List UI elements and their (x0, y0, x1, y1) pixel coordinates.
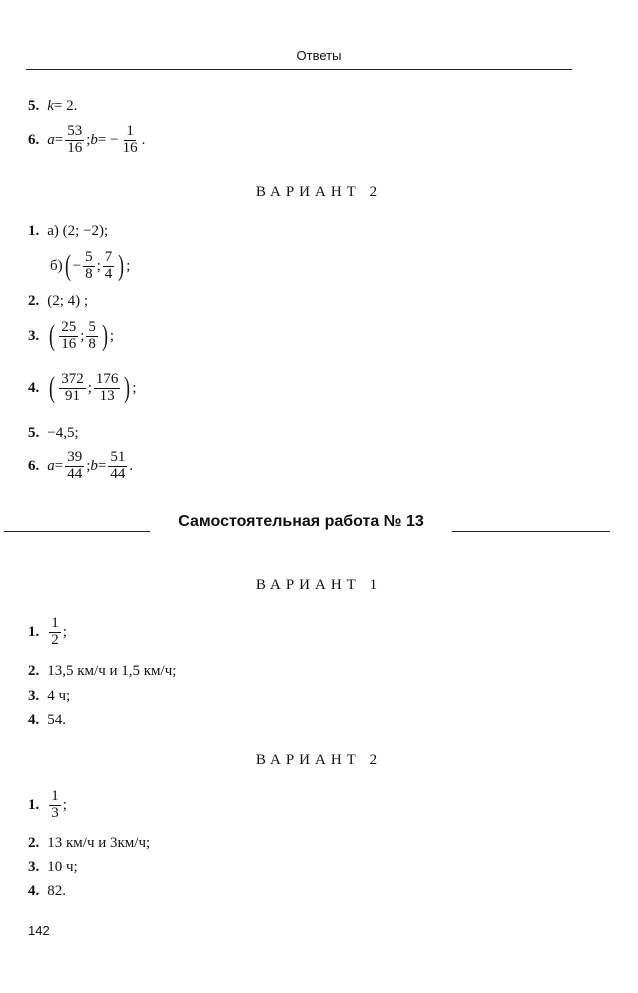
fraction-1 (59, 372, 86, 405)
answer-text: 10 ч; (47, 859, 78, 875)
subitem-prefix: б) (50, 257, 63, 274)
numerator: 1 (51, 615, 59, 631)
answer-text: −4,5; (47, 425, 79, 441)
item-number: 1. (28, 223, 40, 239)
separator: ; (80, 327, 85, 344)
right-paren: ) (118, 249, 125, 283)
item-number: 6. (28, 457, 40, 474)
separator: ; (96, 257, 101, 274)
answer-item-4 (28, 883, 66, 900)
item-number: 2. (28, 835, 40, 851)
variant-heading: ВАРИАНТ 2 (255, 752, 383, 768)
fraction (49, 616, 61, 649)
right-paren: ) (101, 319, 108, 353)
answer-text: (2; 4) ; (47, 293, 89, 309)
equals: = (54, 131, 64, 148)
end-mark: ; (62, 796, 67, 813)
section-heading (0, 512, 638, 538)
variant-heading: ВАРИАНТ 1 (255, 577, 383, 593)
item-number: 5. (28, 425, 40, 441)
variable: k (47, 98, 54, 114)
answer-item-2 (28, 835, 150, 852)
answer-text: 82. (47, 883, 66, 899)
denominator: 91 (65, 387, 80, 404)
fraction-1 (83, 250, 95, 283)
numerator: 5 (85, 249, 93, 265)
variable-a: a (47, 131, 55, 148)
left-paren: ( (49, 319, 56, 353)
fraction-a (65, 124, 84, 157)
denominator: 13 (99, 387, 115, 404)
item-number: 2. (28, 293, 40, 309)
variant-heading: ВАРИАНТ 2 (255, 184, 383, 200)
separator: ; (86, 457, 91, 474)
page-number: 142 (28, 923, 50, 938)
numerator: 5 (88, 319, 96, 335)
answer-text: 54. (47, 712, 66, 728)
left-paren: ( (49, 371, 56, 405)
end-mark: ; (132, 379, 137, 396)
item-number: 1. (28, 623, 40, 640)
item-number: 3. (28, 688, 40, 704)
denominator: 8 (88, 335, 96, 352)
answer-text: 13 км/ч и 3км/ч; (47, 835, 151, 851)
fraction-1 (59, 320, 78, 353)
denominator: 16 (67, 139, 83, 156)
fraction-2 (86, 320, 98, 353)
item-number: 3. (28, 859, 40, 875)
answer-text: 4 ч; (47, 688, 71, 704)
end-mark: ; (126, 257, 131, 274)
item-number: 5. (28, 98, 40, 114)
end-mark: . (141, 131, 146, 148)
denominator: 44 (67, 465, 83, 482)
fraction-b (121, 124, 140, 157)
fraction-a (65, 450, 84, 483)
value: = 2. (53, 98, 78, 114)
answer-item-1 (28, 789, 67, 822)
item-number: 2. (28, 663, 40, 679)
denominator: 3 (51, 804, 59, 821)
numerator: 176 (95, 371, 119, 387)
answer-item-2 (28, 293, 88, 310)
variable-a: a (47, 457, 55, 474)
fraction-2 (94, 372, 121, 405)
item-number: 4. (28, 379, 40, 396)
end-mark: . (129, 457, 134, 474)
minus-sign: − (72, 257, 82, 274)
header-rule (26, 69, 572, 70)
answer-item-6 (28, 450, 133, 483)
item-number: 1. (28, 796, 40, 813)
denominator: 16 (122, 139, 138, 156)
answer-item-4 (28, 372, 137, 405)
answer-text: 13,5 км/ч и 1,5 км/ч; (47, 663, 177, 679)
right-paren: ) (124, 371, 131, 405)
answer-item-4 (28, 712, 66, 729)
numerator: 53 (67, 123, 83, 139)
answer-item-5 (28, 425, 79, 442)
numerator: 1 (51, 788, 59, 804)
denominator: 8 (85, 265, 93, 282)
fraction-b (108, 450, 127, 483)
equals: = (97, 457, 107, 474)
denominator: 2 (51, 631, 59, 648)
numerator: 372 (61, 371, 84, 387)
section-rule-right (452, 531, 610, 532)
end-mark: ; (62, 623, 67, 640)
answer-item-6 (28, 124, 145, 157)
answer-item-5 (28, 98, 77, 115)
numerator: 39 (67, 449, 83, 465)
answer-item-3 (28, 320, 114, 353)
answer-item-2 (28, 663, 176, 680)
denominator: 4 (104, 265, 113, 282)
section-rule-left (4, 531, 150, 532)
answer-item-3 (28, 688, 70, 705)
numerator: 1 (126, 123, 134, 139)
item-number: 6. (28, 131, 40, 148)
numerator: 7 (104, 249, 113, 265)
item-number: 4. (28, 712, 40, 728)
answer-text: а) (2; −2); (47, 223, 109, 239)
left-paren: ( (64, 249, 71, 283)
item-number: 4. (28, 883, 40, 899)
fraction-2 (103, 250, 115, 283)
answer-item-1b (50, 250, 130, 283)
separator: ; (87, 379, 92, 396)
equals-minus: = − (97, 131, 119, 148)
denominator: 44 (110, 465, 126, 482)
end-mark: ; (109, 327, 115, 344)
denominator: 16 (61, 335, 77, 352)
variable-b: b (90, 131, 98, 148)
section-title: Самостоятельная работа № 13 (178, 513, 424, 530)
numerator: 51 (110, 449, 126, 465)
answer-item-3 (28, 859, 78, 876)
equals: = (54, 457, 64, 474)
fraction (49, 789, 61, 822)
answer-item-1 (28, 616, 67, 649)
numerator: 25 (61, 319, 77, 335)
page-header-title: Ответы (296, 48, 342, 63)
variable-b: b (90, 457, 98, 474)
answer-item-1a (28, 223, 108, 240)
separator: ; (86, 131, 91, 148)
item-number: 3. (28, 327, 40, 344)
